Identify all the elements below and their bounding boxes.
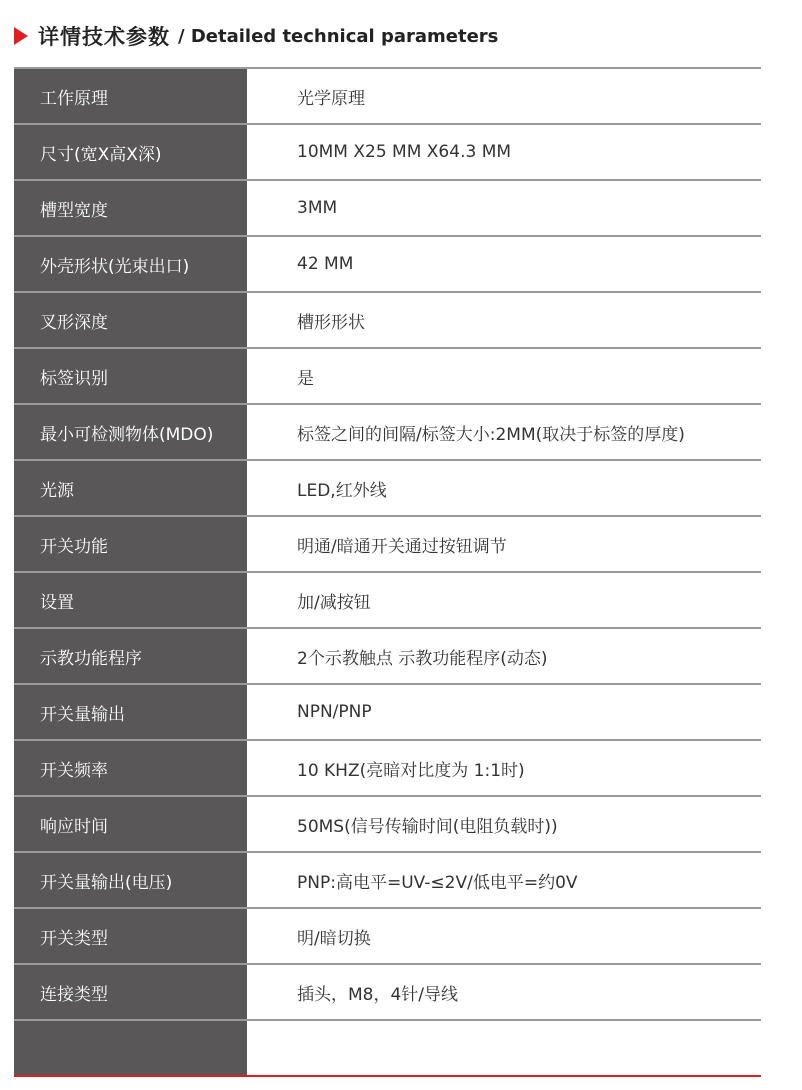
row-value: 标签之间的间隔/标签大小:2MM(取决于标签的厚度) <box>247 405 761 459</box>
row-value: 槽形形状 <box>247 293 761 347</box>
table-row <box>14 517 761 573</box>
row-value: 光学原理 <box>247 69 761 123</box>
row-value: 10 KHZ(亮暗对比度为 1:1时) <box>247 741 761 795</box>
row-label: 响应时间 <box>14 797 247 851</box>
row-label: 尺寸(宽X高X深) <box>14 125 247 179</box>
table-row <box>14 69 761 125</box>
table-row <box>14 405 761 461</box>
row-value-empty <box>247 1021 761 1075</box>
table-row <box>14 629 761 685</box>
row-value: 10MM X25 MM X64.3 MM <box>247 125 761 179</box>
row-label: 开关类型 <box>14 909 247 963</box>
table-row <box>14 797 761 853</box>
table-row <box>14 685 761 741</box>
table-row <box>14 293 761 349</box>
row-label: 设置 <box>14 573 247 627</box>
row-label: 槽型宽度 <box>14 181 247 235</box>
table-row <box>14 125 761 181</box>
row-label: 开关功能 <box>14 517 247 571</box>
row-value: 加/减按钮 <box>247 573 761 627</box>
row-label: 外壳形状(光束出口) <box>14 237 247 291</box>
row-value: NPN/PNP <box>247 685 761 739</box>
row-label: 叉形深度 <box>14 293 247 347</box>
row-value: 50MS(信号传输时间(电阻负载时)) <box>247 797 761 851</box>
table-row-empty <box>14 1021 761 1077</box>
table-row <box>14 741 761 797</box>
row-value: 2个示教触点 示教功能程序(动态) <box>247 629 761 683</box>
table-row <box>14 965 761 1021</box>
table-row <box>14 573 761 629</box>
table-row <box>14 237 761 293</box>
row-value: 是 <box>247 349 761 403</box>
row-label: 开关量输出(电压) <box>14 853 247 907</box>
row-label: 工作原理 <box>14 69 247 123</box>
parameters-table <box>14 67 761 1077</box>
title-chinese: 详情技术参数 <box>38 25 170 49</box>
row-value: 42 MM <box>247 237 761 291</box>
section-header <box>14 18 498 54</box>
row-label: 开关量输出 <box>14 685 247 739</box>
row-value: PNP:高电平=UV-≤2V/低电平=约0V <box>247 853 761 907</box>
row-label: 最小可检测物体(MDO) <box>14 405 247 459</box>
row-label: 示教功能程序 <box>14 629 247 683</box>
row-label: 标签识别 <box>14 349 247 403</box>
row-label: 光源 <box>14 461 247 515</box>
play-arrow-icon <box>14 27 28 45</box>
table-row <box>14 181 761 237</box>
table-row <box>14 909 761 965</box>
row-label: 连接类型 <box>14 965 247 1019</box>
row-value: 明通/暗通开关通过按钮调节 <box>247 517 761 571</box>
table-row <box>14 853 761 909</box>
row-value: LED,红外线 <box>247 461 761 515</box>
table-row <box>14 349 761 405</box>
row-label-empty <box>14 1021 247 1075</box>
row-value: 明/暗切换 <box>247 909 761 963</box>
row-value: 3MM <box>247 181 761 235</box>
row-label: 开关频率 <box>14 741 247 795</box>
table-row <box>14 461 761 517</box>
row-value: 插头，M8，4针/导线 <box>247 965 761 1019</box>
title-english: / Detailed technical parameters <box>178 25 499 47</box>
